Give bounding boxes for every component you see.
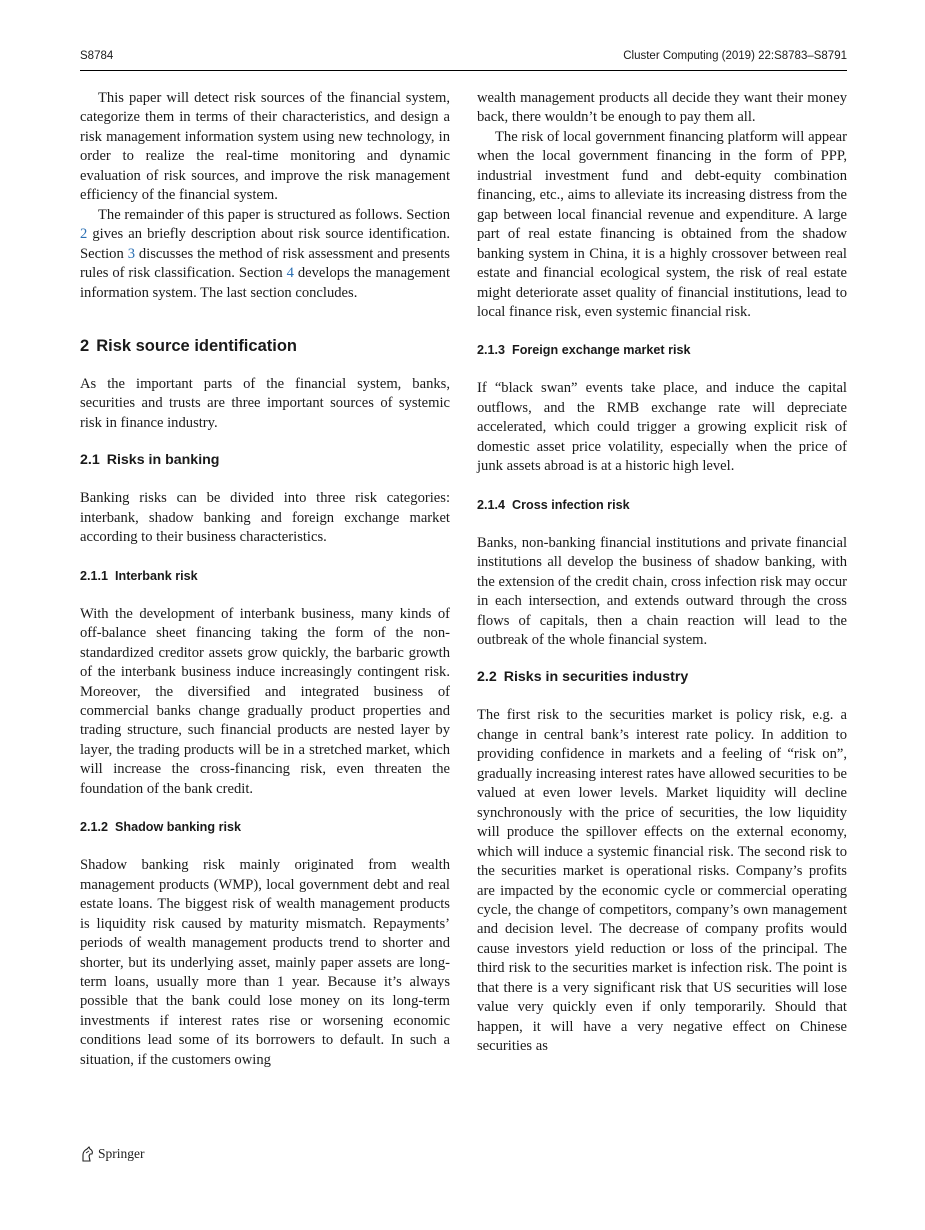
- header-rule: [80, 70, 847, 71]
- continued-paragraph: wealth management products all decide they want their money back, there wouldn’t be enough to pay them all.: [477, 90, 847, 126]
- springer-horse-icon: [80, 1146, 94, 1162]
- section-2-1-heading: 2.1 Risks in banking: [80, 452, 220, 469]
- section-2-1-1-paragraph: With the development of interbank business, many kinds of off-balance sheet financing taking the form of the non-standardized creditor assets grow quickly, the barbaric growth of the interbank business induce increasingly contingent risk. Moreover, the diversified and integrated business of commercial banks change gradually product properties and trading structure, such financial products are nested layer by layer, the trading products will be in a stretched market, which will increase the cross-financing risk, even threaten the foundation of the bank credit.: [80, 605, 450, 797]
- section-2-1-4-heading: 2.1.4 Cross infection risk: [477, 497, 630, 512]
- section-2-2-heading: 2.2 Risks in securities industry: [477, 669, 689, 686]
- intro-paragraph: This paper will detect risk sources of the financial system, categorize them in terms of their characteristics, and design a risk management information system using new technology, in order to realize the real-time monitoring and dynamic evaluation of risk sources, and improve the risk management efficiency of the financial system.: [80, 90, 450, 204]
- section-3-link[interactable]: 3: [127, 245, 135, 262]
- section-2-1-1-heading: 2.1.1 Interbank risk: [80, 568, 198, 583]
- section-2-heading: 2 Risk source identification: [80, 336, 297, 355]
- section-2-2-paragraph: The first risk to the securities market is policy risk, e.g. a change in central bank’s interest rate policy. In addition to providing confidence in markets and a feeling of “risk on”, gradually increasing interest rates have allowed securities to be valued at even lower levels. Market liquidity will decline synchronously with the price of securities, the low liquidity will produce the spillover effects on the external economy, which will induce a systemic financial risk. The second risk to the securities market is operational risks. Company’s profits are impacted by the economic cycle or commercial operating cycle, the change of competitors, company’s own management and decision level. The decrease of company profits would cause investors yield reduction or loss of the principal. The third risk to the securities market is infection risk. The point is that there is a very significant risk that US securities will lose value very quickly even if only temporarily. Should that happen, it will have a very negative effect on Chinese securities as: [477, 707, 847, 1055]
- section-2-1-3-heading: 2.1.3 Foreign exchange market risk: [477, 343, 691, 358]
- publisher-footer: [80, 1146, 145, 1162]
- section-4-link[interactable]: 4: [286, 265, 294, 282]
- journal-citation: Cluster Computing (2019) 22:S8783–S8791: [623, 50, 847, 62]
- section-2-1-2-paragraph: Shadow banking risk mainly originated from wealth management products (WMP), local government debt and real estate loans. The biggest risk of wealth management products is liquidity risk caused by maturity mismatch. Repayments’ periods of wealth management products trend to shorter and shorter, but its underlying asset, mainly paper assets are long-term loans, usually more than 1 year. Because it’s always possible that the bank could lose money on its long-term investments if interest rates rise or worsening economic conditions lead some of its borrowers to default. In such a situation, if the customers owing: [80, 857, 450, 1068]
- page-number: S8784: [80, 50, 114, 62]
- section-2-1-3-paragraph: If “black swan” events take place, and induce the capital outflows, and the RMB exchange rate will depreciate accelerated, which could trigger a growing explicit risk of domestic asset price volatility, especially when the price of junk assets abroad is at a historic high level.: [477, 380, 847, 475]
- section-2-1-paragraph: Banking risks can be divided into three risk categories: interbank, shadow banking and foreign exchange market according to their business characteristics.: [80, 490, 450, 546]
- local-government-paragraph: The risk of local government financing platform will appear when the local government financing in the form of PPP, industrial investment fund and debt-equity combination financing, etc., aims to alleviate its increasing distress from the gap between local financial revenue and expenditure. A large part of real estate financing is obtained from the shadow banking system in China, it is a highly crossover between real estate and financial ecological system, the risk of real estate might deteriorate asset quality of financial institutions, lead to local finance risk, even systemic financial risk.: [477, 128, 847, 320]
- running-header: [80, 50, 847, 70]
- left-column: [80, 89, 450, 1070]
- section-2-paragraph: As the important parts of the financial system, banks, securities and trusts are three important sources of systemic risk in finance industry.: [80, 375, 450, 431]
- section-2-1-2-heading: 2.1.2 Shadow banking risk: [80, 820, 241, 835]
- publisher-name: Springer: [98, 1146, 145, 1161]
- section-2-link[interactable]: 2: [80, 226, 88, 243]
- right-column: [477, 89, 847, 1057]
- section-2-1-4-paragraph: Banks, non-banking financial institutions and private financial institutions all develop the business of shadow banking, with the extension of the credit chain, cross infection risk may occur in each intersection, and extends outward through the cross flows of capitals, then a chain reaction will lead to the outbreak of the whole financial system.: [477, 534, 847, 648]
- structure-paragraph: The remainder of this paper is structured as follows. Section 2 gives an briefly description about risk source identification. Section 3 discusses the method of risk assessment and presents rules of risk classification. Section 4 develops the management information system. The last section concludes.: [80, 206, 451, 301]
